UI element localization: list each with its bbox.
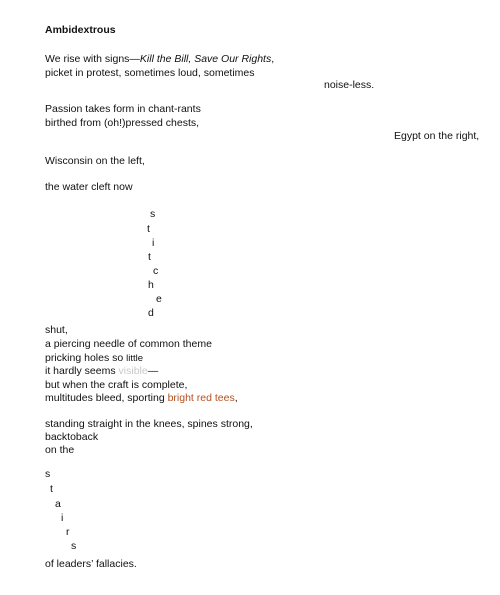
poem-line: noise-less. bbox=[324, 79, 375, 91]
stairs-letter: t bbox=[50, 483, 53, 495]
poem-line: shut, bbox=[45, 324, 68, 336]
small-word: little bbox=[126, 353, 144, 364]
stitched-letter: i bbox=[152, 237, 155, 249]
poem-line: picket in protest, sometimes loud, sometimes bbox=[45, 67, 255, 79]
poem-line: Egypt on the right, bbox=[394, 130, 480, 142]
poem-line bbox=[45, 352, 143, 365]
line-text: , bbox=[271, 53, 275, 65]
stitched-letter: c bbox=[153, 265, 159, 277]
poem-line: a piercing needle of common theme bbox=[45, 338, 212, 350]
poem-line: birthed from (oh!)pressed chests, bbox=[45, 117, 200, 129]
line-text: it hardly seems bbox=[45, 365, 119, 377]
poem-line: Wisconsin on the left, bbox=[45, 155, 145, 167]
line-text: , bbox=[234, 392, 238, 404]
poem-line: Passion takes form in chant-rants bbox=[45, 103, 201, 115]
poem-line bbox=[45, 53, 274, 66]
line-text: — bbox=[147, 365, 159, 377]
stairs-letter: i bbox=[61, 512, 64, 524]
line-text: multitudes bleed, sporting bbox=[45, 392, 168, 404]
stairs-letter: s bbox=[71, 540, 77, 552]
stitched-letter: d bbox=[148, 307, 154, 319]
faint-word: visible bbox=[118, 365, 148, 377]
protest-sign-text: Kill the Bill, Save Our Rights bbox=[139, 53, 272, 65]
stitched-letter: s bbox=[150, 208, 156, 220]
stitched-letter: t bbox=[147, 223, 150, 235]
stairs-letter: r bbox=[66, 526, 70, 538]
stairs-letter: a bbox=[55, 498, 61, 510]
red-tees-text: bright red tees bbox=[167, 392, 235, 404]
stitched-letter: h bbox=[148, 279, 154, 291]
poem-line bbox=[45, 392, 238, 405]
poem-line: on the bbox=[45, 444, 75, 456]
poem-line bbox=[45, 365, 158, 378]
line-text: We rise with signs— bbox=[45, 53, 140, 65]
poem-line: standing straight in the knees, spines strong, bbox=[45, 418, 253, 430]
poem-line: backtoback bbox=[45, 431, 99, 443]
stitched-letter: t bbox=[148, 251, 151, 263]
poem-line: the water cleft now bbox=[45, 181, 133, 193]
stitched-letter: e bbox=[156, 293, 162, 305]
poem-title: Ambidextrous bbox=[45, 24, 116, 36]
stairs-letter: s bbox=[45, 468, 51, 480]
poem-line: of leaders’ fallacies. bbox=[45, 558, 137, 570]
line-text: pricking holes so bbox=[45, 352, 127, 364]
poem-line: but when the craft is complete, bbox=[45, 379, 188, 391]
